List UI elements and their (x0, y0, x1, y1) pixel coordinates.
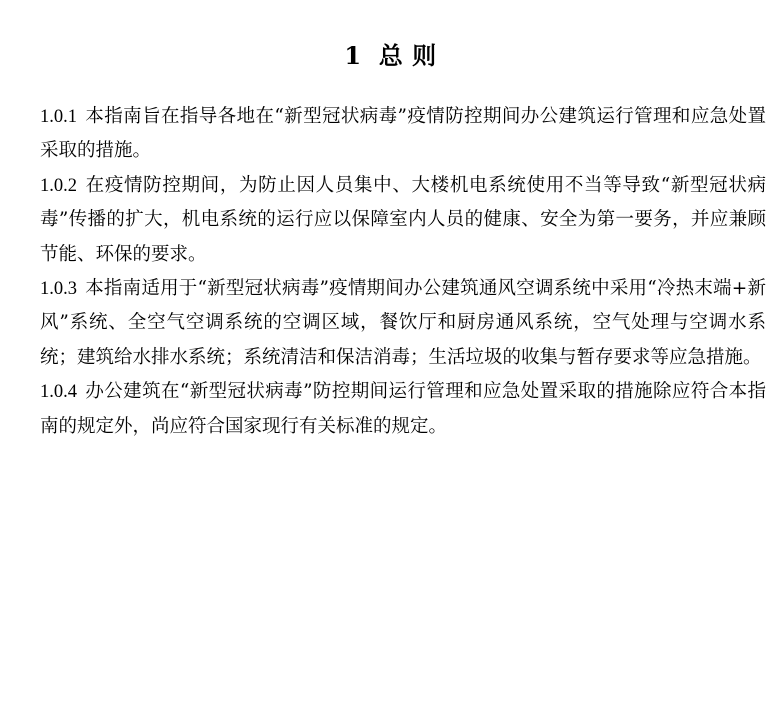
clause-1-0-2 (40, 169, 766, 272)
section-number: 1 (344, 41, 362, 70)
section-title (0, 38, 781, 74)
clause-text: 在疫情防控期间，为防止因人员集中、大楼机电系统使用不当等导致“新型冠状病毒”传播的扩大，机电系统的运行应以保障室内人员的健康、安全为第一要务，并应兼顾节能、环保的要求。 (40, 174, 766, 265)
clause-list (40, 100, 766, 444)
clause-number: 1.0.3 (40, 279, 77, 300)
clause-1-0-1 (40, 100, 766, 169)
clause-text: 办公建筑在“新型冠状病毒”防控期间运行管理和应急处置采取的措施除应符合本指南的规定外，尚应符合国家现行有关标准的规定。 (40, 381, 766, 437)
clause-number: 1.0.1 (40, 107, 77, 127)
clause-text: 本指南旨在指导各地在“新型冠状病毒”疫情防控期间办公建筑运行管理和应急处置采取的措施。 (40, 106, 766, 162)
clause-text: 本指南适用于“新型冠状病毒”疫情期间办公建筑通风空调系统中采用“冷热末端+新风”系统、全空气空调系统的空调区域，餐饮厅和厨房通风系统，空气处理与空调水系统；建筑给水排水系统；系统清洁和保洁消毒；生活垃圾的收集与暂存要求等应急措施。 (40, 278, 766, 368)
clause-1-0-4 (40, 375, 766, 444)
clause-number: 1.0.2 (40, 175, 77, 196)
section-title-text: 总 则 (378, 41, 437, 70)
clause-number: 1.0.4 (40, 382, 77, 403)
clause-1-0-3 (40, 272, 766, 375)
